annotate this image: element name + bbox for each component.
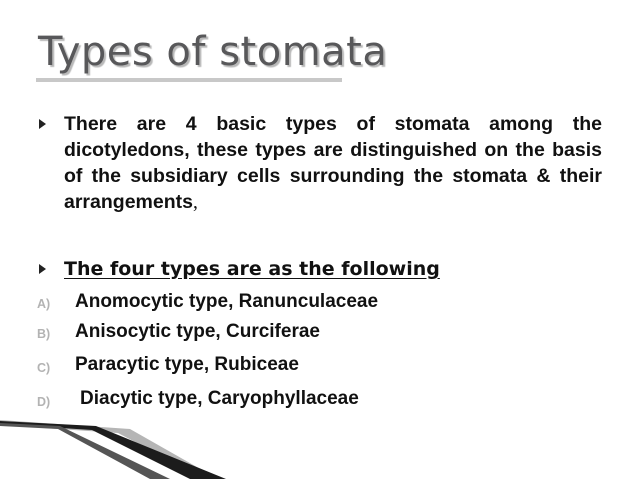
body-paragraph-end: , [192, 192, 198, 213]
body-paragraph-text: There are 4 basic types of stomata among the dicotyledons, these types are distinguished on the basis of the subsidiary cells surrounding the stomata & their arrangements [64, 113, 602, 213]
slide-title: Types of stomata [38, 29, 388, 75]
list-marker: C) [37, 361, 51, 375]
list-item: Anomocytic type, Ranunculaceae [75, 291, 379, 312]
bullet-arrow-icon [39, 264, 46, 274]
list-item: Diacytic type, Caryophyllaceae [80, 388, 359, 409]
list-item: Anisocytic type, Curciferae [75, 321, 320, 342]
subheading: The four types are as the following [64, 258, 440, 280]
decorative-swoosh [0, 400, 638, 479]
list-marker: B) [37, 327, 51, 341]
title-underline [36, 78, 342, 82]
body-paragraph [64, 111, 602, 216]
list-item: Paracytic type, Rubiceae [75, 354, 299, 375]
bullet-arrow-icon [39, 119, 46, 129]
list-marker: A) [37, 297, 51, 311]
list-marker: D) [37, 395, 51, 409]
